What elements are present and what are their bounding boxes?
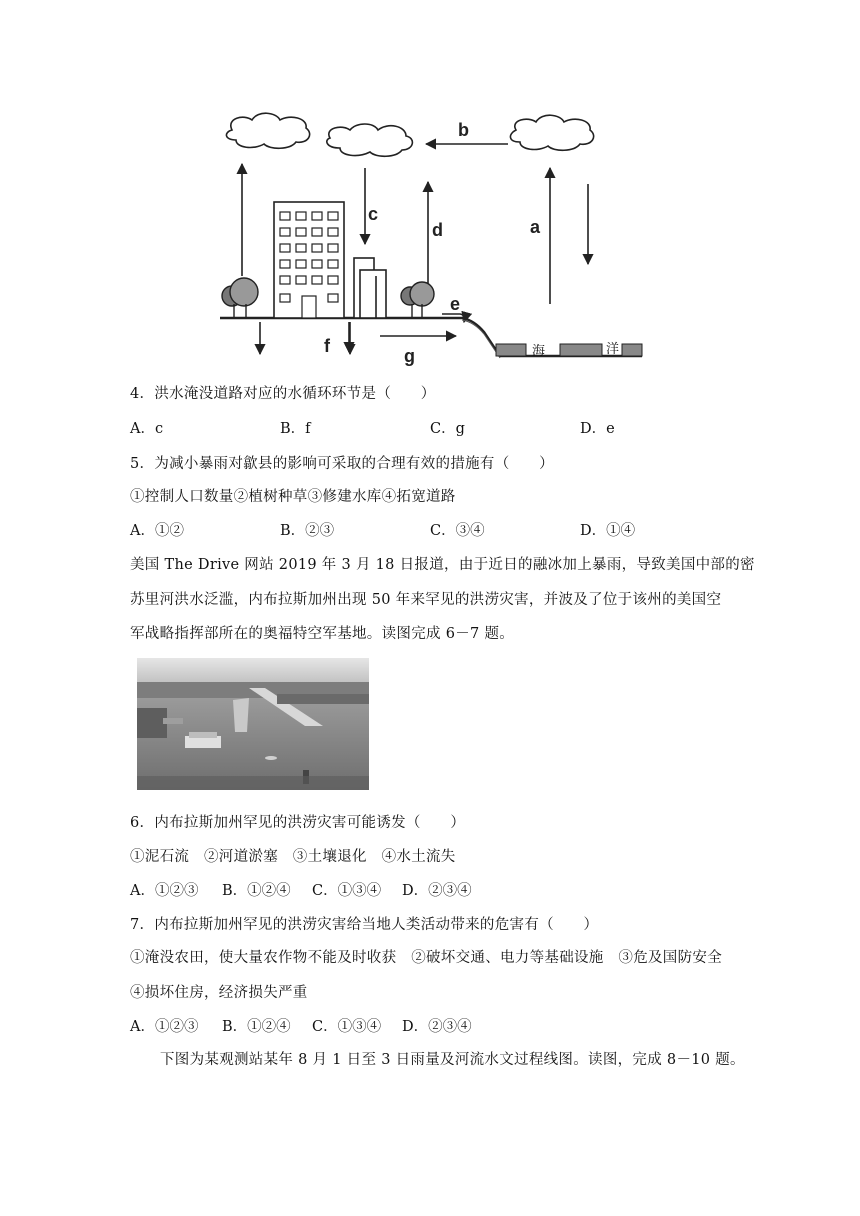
q6-stem: 6．内布拉斯加州罕见的洪涝灾害可能诱发（ ） <box>130 815 466 831</box>
cloud-left <box>226 113 309 148</box>
small-building <box>354 258 386 318</box>
q7-choices-line-1: ①淹没农田，使大量农作物不能及时收获 ②破坏交通、电力等基础设施 ③危及国防安全 <box>130 950 722 966</box>
label-c: c <box>368 204 379 224</box>
intro-8-10: 下图为某观测站某年 8 月 1 日至 3 日雨量及河流水文过程线图。读图，完成 8－10 题。 <box>160 1052 745 1068</box>
q5-option-d[interactable]: D．①④ <box>580 523 636 539</box>
label-a: a <box>530 217 541 237</box>
q5-option-c[interactable]: C．③④ <box>430 523 485 539</box>
label-b: b <box>458 120 469 140</box>
q6-option-c[interactable]: C．①③④ <box>312 883 382 899</box>
q5-option-b[interactable]: B．②③ <box>280 523 335 539</box>
q4-option-b[interactable]: B．f <box>280 421 311 437</box>
tree-left <box>222 278 258 318</box>
passage-line-3: 军战略指挥部所在的奥福特空军基地。读图完成 6－7 题。 <box>130 626 515 642</box>
coast-slope-shade <box>462 320 500 358</box>
q4-option-a[interactable]: A．c <box>130 421 164 437</box>
label-g: g <box>404 346 415 366</box>
label-ocean-1: 海 <box>532 344 546 359</box>
label-e: e <box>450 294 461 314</box>
q6-option-d[interactable]: D．②③④ <box>402 883 472 899</box>
q6-choices: ①泥石流 ②河道淤塞 ③土壤退化 ④水土流失 <box>130 849 456 865</box>
q7-option-c[interactable]: C．①③④ <box>312 1019 382 1035</box>
tall-building <box>274 202 344 318</box>
q4-option-d[interactable]: D．e <box>580 421 615 437</box>
passage-line-1: 美国 The Drive 网站 2019 年 3 月 18 日报道，由于近日的融冰加上暴雨，导致美国中部的密 <box>130 557 755 573</box>
q4-option-c[interactable]: C．g <box>430 421 465 437</box>
cloud-right <box>510 115 593 150</box>
q7-stem: 7．内布拉斯加州罕见的洪涝灾害给当地人类活动带来的危害有（ ） <box>130 917 599 933</box>
q7-choices-line-2: ④损坏住房，经济损失严重 <box>130 985 308 1001</box>
q7-option-a[interactable]: A．①②③ <box>130 1019 199 1035</box>
q7-option-d[interactable]: D．②③④ <box>402 1019 472 1035</box>
label-d: d <box>432 220 443 240</box>
q5-choices: ①控制人口数量②植树种草③修建水库④拓宽道路 <box>130 489 456 505</box>
q5-option-a[interactable]: A．①② <box>130 523 184 539</box>
tree-right <box>401 282 434 318</box>
passage-line-2: 苏里河洪水泛滥，内布拉斯加州出现 50 年来罕见的洪涝灾害，并波及了位于该州的美国空 <box>130 592 722 608</box>
label-f: f <box>324 336 330 356</box>
water-cycle-diagram <box>210 108 650 370</box>
q7-option-b[interactable]: B．①②④ <box>222 1019 291 1035</box>
flood-aerial-photo <box>137 658 369 790</box>
q4-stem: 4．洪水淹没道路对应的水循环环节是（ ） <box>130 386 436 402</box>
label-ocean-2: 洋 <box>606 342 620 357</box>
q6-option-a[interactable]: A．①②③ <box>130 883 199 899</box>
cloud-middle <box>327 124 413 156</box>
ocean <box>496 344 642 356</box>
q6-option-b[interactable]: B．①②④ <box>222 883 291 899</box>
q5-stem: 5．为减小暴雨对歙县的影响可采取的合理有效的措施有（ ） <box>130 456 554 472</box>
